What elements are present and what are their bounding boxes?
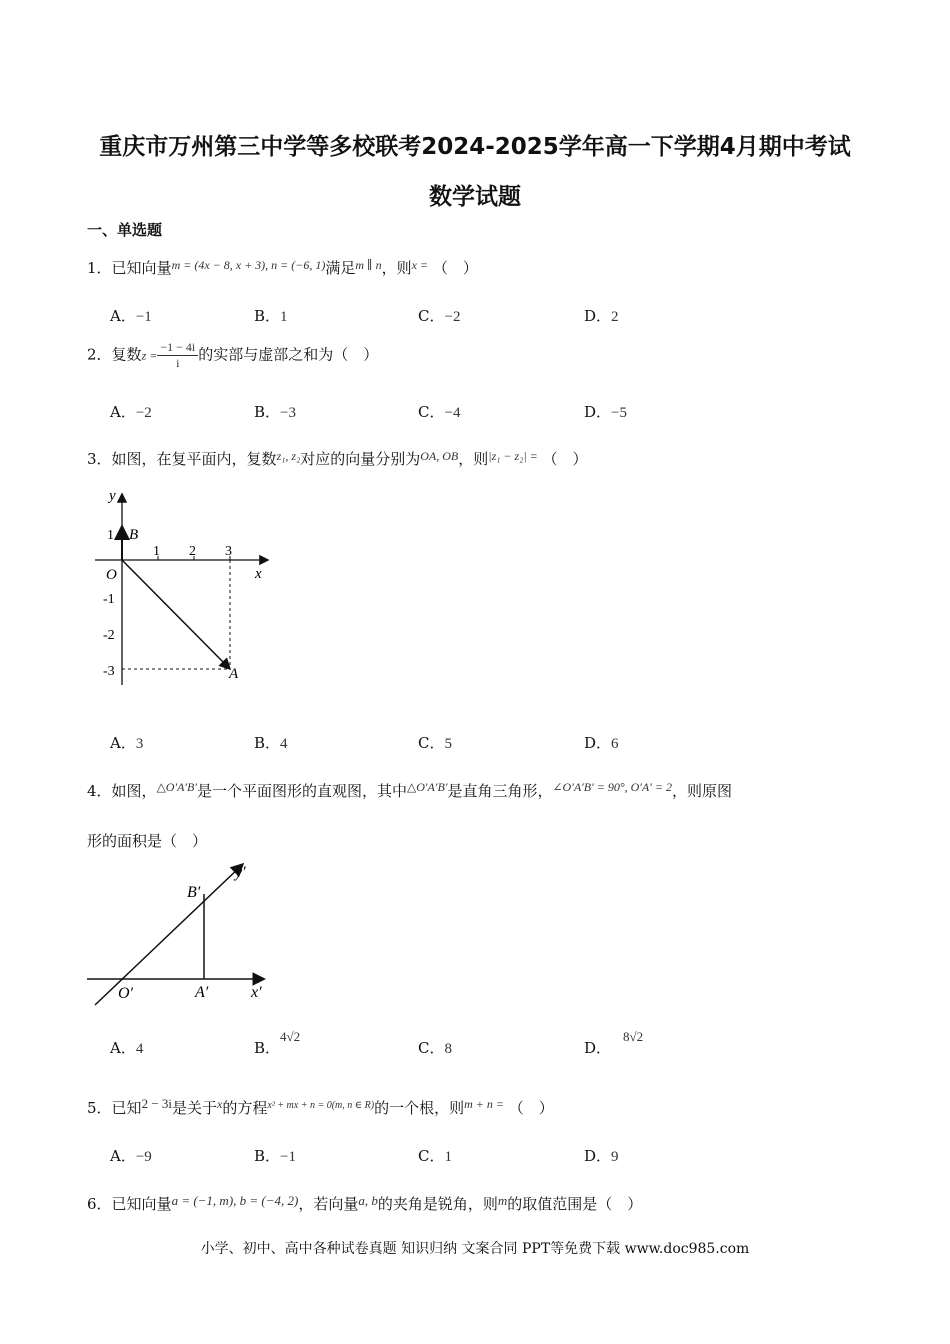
question-number: 2． [87, 345, 112, 364]
option-b[interactable] [254, 1029, 301, 1058]
math-expression: z₁, z₂ [276, 449, 301, 463]
math-expression: OA, OB [420, 449, 459, 463]
x-tick-label: 3 [225, 544, 232, 559]
option-c[interactable] [418, 305, 460, 326]
question-text: 的实部与虚部之和为（ ） [198, 345, 379, 364]
question-text: 满足 [325, 259, 356, 277]
option-value: 9 [611, 1149, 619, 1165]
question-text: ，则原图 [671, 782, 732, 800]
point-a-prime-label: A′ [195, 984, 209, 1001]
question-number: 1． [87, 259, 112, 277]
option-label: C． [418, 1147, 445, 1165]
option-b[interactable] [254, 1145, 296, 1166]
option-d[interactable] [584, 305, 619, 326]
question-text: 是一个平面图形的直观图，其中 [197, 782, 408, 800]
question-text: 的夹角是锐角，则 [377, 1195, 498, 1213]
option-label: C． [418, 734, 445, 752]
option-value: 2 [611, 309, 619, 325]
x-tick-label: 2 [189, 544, 196, 559]
fraction-numerator: −1 − 4i [157, 340, 198, 356]
option-value: −3 [280, 405, 296, 421]
option-b[interactable] [254, 305, 288, 326]
y-prime-label: y′ [235, 864, 246, 881]
question-4 [87, 780, 732, 801]
option-label: D． [584, 403, 612, 421]
math-expression: 2 − 3i [141, 1096, 173, 1111]
question-text: 的一个根，则 [374, 1099, 465, 1117]
option-value: 4√2 [280, 1029, 301, 1044]
question-text: ，则 [458, 450, 489, 468]
option-label: D． [584, 307, 612, 325]
answer-bracket: （ ） [542, 450, 588, 468]
option-value: 8 [444, 1041, 452, 1057]
option-label: C． [418, 1039, 445, 1057]
math-expression: a, b [358, 1193, 378, 1208]
question-text: 如图，在复平面内，复数 [111, 450, 277, 468]
option-label: D． [584, 1039, 612, 1057]
option-label: A． [110, 403, 136, 421]
question-text: 的方程 [222, 1099, 268, 1117]
option-d[interactable] [584, 732, 619, 753]
intuitive-drawing-figure [85, 857, 285, 1009]
math-expression: m [497, 1193, 508, 1208]
question-number: 5． [87, 1099, 112, 1117]
y-tick-label: -3 [103, 664, 115, 679]
math-expression: △O′A′B′ [407, 780, 448, 794]
question-text: 已知 [111, 1099, 142, 1117]
question-text: 已知向量 [111, 1195, 172, 1213]
option-c[interactable] [418, 1145, 452, 1166]
question-text: 复数 [111, 345, 142, 364]
option-value: −1 [135, 309, 152, 325]
option-d[interactable] [584, 401, 627, 422]
option-label: C． [418, 403, 445, 421]
option-value: −9 [135, 1149, 152, 1165]
fraction [157, 340, 198, 371]
option-label: A． [110, 1147, 136, 1165]
option-c[interactable] [418, 1037, 452, 1058]
question-text: ，若向量 [298, 1195, 359, 1213]
question-2 [87, 340, 378, 371]
section-heading: 一、单选题 [87, 221, 163, 239]
question-6 [87, 1193, 642, 1214]
origin-label: O [106, 567, 117, 583]
option-a[interactable] [110, 732, 143, 753]
option-value: −5 [611, 405, 627, 421]
option-value: −2 [135, 405, 152, 421]
option-value: 1 [280, 309, 288, 325]
x-axis-label: x [255, 566, 262, 582]
math-expression: z = [141, 348, 158, 363]
question-number: 4． [87, 782, 112, 800]
option-label: D． [584, 734, 612, 752]
option-value: 4 [280, 736, 288, 752]
option-label: B． [254, 307, 281, 325]
footer-text: 小学、初中、高中各种试卷真题 知识归纳 文案合同 PPT等免费下载 www.doc985.com [200, 1241, 750, 1257]
option-value: 8√2 [623, 1029, 644, 1044]
option-label: C． [418, 307, 445, 325]
math-expression: x² + mx + n = 0(m, n ∈ R) [267, 1100, 375, 1111]
origin-prime-label: O′ [118, 985, 134, 1002]
x-tick-label: 1 [153, 544, 160, 559]
title-line-2: 数学试题 [429, 184, 521, 210]
math-expression: x = [411, 258, 429, 272]
title-line-1: 重庆市万州第三中学等多校联考2024-2025学年高一下学期4月期中考试 [99, 134, 851, 160]
question-text: 如图， [111, 782, 157, 800]
y-tick-label: -1 [103, 592, 115, 607]
y-tick-label: 1 [107, 528, 114, 543]
question-number: 6． [87, 1195, 112, 1213]
option-value: −2 [444, 309, 461, 325]
option-a[interactable] [110, 1145, 152, 1166]
option-c[interactable] [418, 732, 452, 753]
option-label: B． [254, 1147, 281, 1165]
question-4-line-2: 形的面积是（ ） [87, 832, 208, 850]
option-label: A． [110, 1039, 136, 1057]
answer-bracket: （ ） [432, 259, 478, 277]
option-label: D． [584, 1147, 612, 1165]
option-a[interactable] [110, 305, 152, 326]
option-label: B． [254, 734, 281, 752]
option-value: 5 [444, 736, 452, 752]
math-expression: △O′A′B′ [156, 780, 197, 794]
option-value: 1 [444, 1149, 452, 1165]
y-tick-label: -2 [103, 628, 115, 643]
option-a[interactable] [110, 1037, 143, 1058]
x-prime-label: x′ [251, 984, 262, 1001]
option-b[interactable] [254, 732, 288, 753]
option-d[interactable] [584, 1145, 619, 1166]
option-label: A． [110, 734, 136, 752]
math-expression: |z₁ − z₂| = [488, 449, 538, 463]
math-expression: x [217, 1097, 223, 1111]
option-value: −1 [280, 1149, 296, 1165]
question-number: 3． [87, 450, 112, 468]
math-expression: ∠O′A′B′ = 90°, O′A′ = 2 [552, 780, 672, 794]
question-text: 的取值范围是（ ） [507, 1195, 643, 1213]
y-axis-label: y [109, 488, 116, 504]
option-c[interactable] [418, 401, 460, 422]
option-value: 3 [135, 736, 144, 752]
question-5 [87, 1096, 554, 1118]
option-label: B． [254, 1039, 281, 1057]
option-a[interactable] [110, 401, 152, 422]
point-b-label: B [129, 527, 139, 543]
question-text: 是关于 [172, 1099, 218, 1117]
vector-oa [122, 560, 229, 668]
option-b[interactable] [254, 401, 296, 422]
math-expression: m + n = [464, 1097, 504, 1111]
question-text: 是直角三角形， [447, 782, 553, 800]
question-text: 已知向量 [111, 259, 172, 277]
option-d[interactable] [584, 1029, 644, 1058]
fraction-denominator: i [176, 356, 180, 370]
complex-plane-figure [95, 485, 285, 690]
option-label: B． [254, 403, 281, 421]
question-text: ，则 [381, 259, 412, 277]
question-3 [87, 448, 588, 469]
option-value: 4 [135, 1041, 144, 1057]
point-b-prime-label: B′ [187, 884, 201, 901]
point-a-label: A [229, 666, 239, 682]
y-prime-axis [95, 865, 242, 1005]
question-text: 对应的向量分别为 [300, 450, 421, 468]
math-expression: m = (4x − 8, x + 3), n = (−6, 1) [171, 258, 326, 272]
math-expression: m ∥ n [355, 258, 382, 272]
math-expression: a = (−1, m), b = (−4, 2) [171, 1193, 299, 1208]
option-value: 6 [611, 736, 619, 752]
option-label: A． [110, 307, 136, 325]
option-value: −4 [444, 405, 461, 421]
answer-bracket: （ ） [508, 1099, 554, 1117]
question-1 [87, 257, 478, 278]
